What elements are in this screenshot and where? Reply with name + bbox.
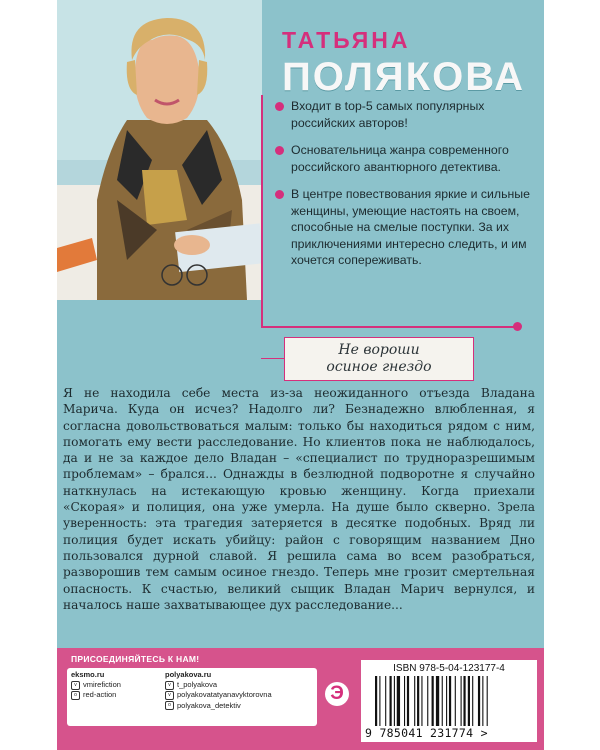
back-cover (57, 0, 544, 750)
link-eksmo[interactable]: eksmo.ru (71, 670, 105, 679)
social-links-panel (67, 668, 317, 726)
join-us-label: ПРИСОЕДИНЯЙТЕСЬ К НАМ! (71, 654, 200, 664)
vk-icon: v (71, 681, 80, 690)
feature-text: В центре повествования яркие и сильные женщины, умеющие настоять на своем, способные на смелые поступки. За их приключениями интересно следить, и им хочется сопереживать. (291, 187, 530, 267)
vk-icon: v (165, 681, 174, 690)
book-title-box (284, 337, 474, 381)
feature-list (275, 98, 537, 280)
book-blurb: Я не находила себе места из-за неожиданного отъезда Владана Марича. Куда он исчез? Надолго ли? Безнадежно влюбленная, я согласна довольствоваться малым: только бы находиться рядом с ним, помогать ему вести расследование. Но клиентов пока не наблюдалось, да и не за каждое дело Владан – «специалист по трудноразрешимым проблемам» – брался... Однажды в безлюдной подворотне я случайно наткнулась на истекающую кровью женщину. Когда приехали «Скорая» и полиция, она уже умерла. На душе было скверно. Зрела уверенность: эта трагедия затеряется в десятке подобных. Вряд ли полиция будет искать убийцу: район с говорящим названием Дно пользовался дурной славой. Я решила сама во всем разобраться, разворошив тем самым осиное гнездо. Теперь мне грозит смертельная опасность. К счастью, великий сыщик Владан Марич вернулся, и началось наше захватывающее дух расследование... (63, 386, 535, 612)
bullet-dot-icon (275, 190, 284, 199)
barcode-digits: 9 785041 231774 > (365, 726, 488, 740)
feature-item (275, 186, 537, 269)
link-polyakovatatyana[interactable]: v polyakovatatyanavyktorovna (165, 690, 272, 700)
publisher-logo-icon: Э (325, 682, 349, 706)
feature-text: Входит в top-5 самых популярных российских авторов! (291, 99, 485, 130)
decorative-horizontal-line (261, 326, 519, 328)
feature-item (275, 98, 537, 131)
bullet-dot-icon (275, 146, 284, 155)
link-t-polyakova[interactable]: v t_polyakova (165, 680, 272, 690)
author-first-name: ТАТЬЯНА (282, 27, 411, 53)
instagram-icon: o (71, 691, 80, 700)
decorative-line-end-dot (513, 322, 522, 331)
vk-icon: v (165, 691, 174, 700)
decorative-title-connector (261, 358, 284, 359)
link-polyakova-detektiv[interactable]: o polyakova_detektiv (165, 701, 272, 711)
book-title-line2: осиное гнездо (326, 359, 432, 375)
bullet-dot-icon (275, 102, 284, 111)
author-portrait-illustration (57, 0, 262, 300)
isbn-text: ISBN 978-5-04-123177-4 (393, 663, 505, 674)
decorative-vertical-line (261, 95, 263, 327)
instagram-icon: o (165, 701, 174, 710)
barcode-area (361, 660, 537, 742)
author-links (165, 670, 272, 711)
barcode-icon (375, 676, 527, 728)
author-last-name: ПОЛЯКОВА (282, 55, 525, 99)
feature-item (275, 142, 537, 175)
link-polyakova-site[interactable]: polyakova.ru (165, 670, 212, 679)
feature-text: Основательница жанра современного российского авантюрного детектива. (291, 143, 509, 174)
author-photo (57, 0, 262, 300)
link-vmirefiction[interactable]: v vmirefiction (71, 680, 121, 690)
link-red-action[interactable]: o red-action (71, 690, 121, 700)
publisher-links (71, 670, 121, 701)
book-title-line1: Не вороши (338, 342, 420, 358)
